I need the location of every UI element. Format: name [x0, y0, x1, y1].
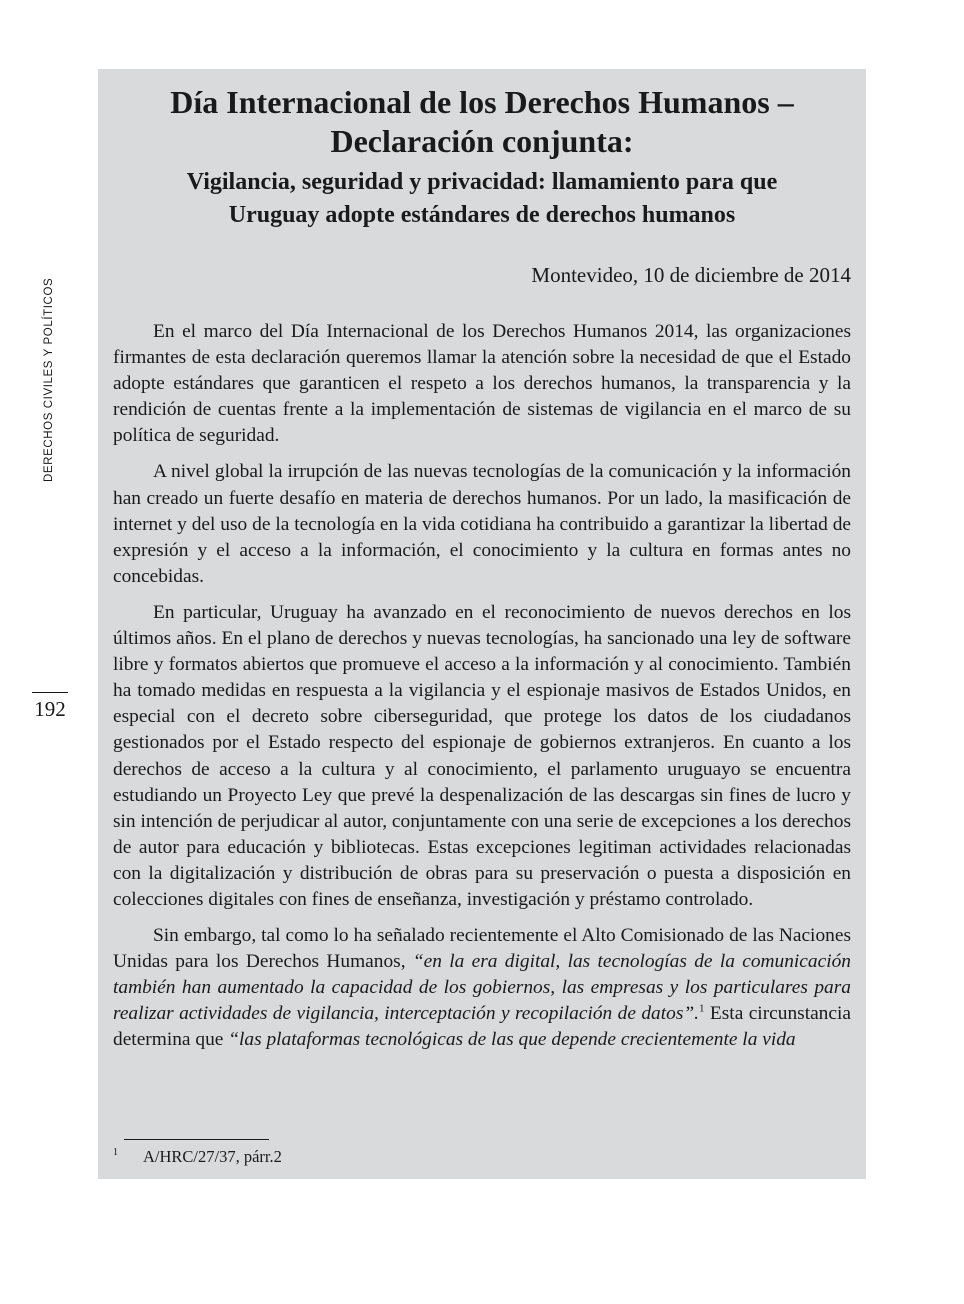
statement-box — [98, 69, 866, 1179]
paragraph: En particular, Uruguay ha avanzado en el reconocimiento de nuevos derechos en los últimos años. En el plano de derechos y nuevas tecnologías, ha sancionado una ley de software libre y formatos abiertos que promueve el acceso a la información y al conocimiento. También ha tomado medidas en respuesta a la vigilancia y el espionaje masivos de Estados Unidos, en especial con el decreto sobre ciberseguridad, que protege los datos de los ciudadanos gestionados por el Estado respecto del espionaje de gobiernos extranjeros. En cuanto a los derechos de acceso a la cultura y al conocimiento, el parlamento uruguayo se encuentra estudiando un Proyecto Ley que prevé la despenalización de las descargas sin fines de lucro y sin intención de perjudicar al autor, conjuntamente con una serie de excepciones a los derechos de autor para educación y bibliotecas. Estas excepciones legitiman actividades relacionadas con la digitalización y distribución de obras para su preservación o puesta a disposición en colecciones digitales con fines de enseñanza, investigación y préstamo controlado. — [113, 601, 851, 910]
title-line: Día Internacional de los Derechos Humanos – — [170, 84, 794, 120]
subtitle-line: Vigilancia, seguridad y privacidad: llamamiento para que — [186, 169, 778, 195]
footnote-text: A/HRC/27/37, párr.2 — [143, 1147, 282, 1166]
subtitle-line: Uruguay adopte estándares de derechos humanos — [228, 202, 736, 228]
quotation: “las plataformas tecnológicas de las que depende crecientemente la vida — [228, 1029, 796, 1051]
dateline: Montevideo, 10 de diciembre de 2014 — [531, 263, 851, 287]
paragraph — [113, 923, 851, 1053]
body-text — [113, 319, 851, 1064]
paragraph-text: Sin embargo, tal como lo ha señalado recientemente el Alto Comisionado de las Naciones Unidas para los Derechos Humanos, — [113, 925, 851, 973]
quotation: “en la era digital, las tecnologías de la comunicación también han aumentado la capacidad de los gobiernos, las empresas y los particulares para realizar actividades de vigilancia, interceptación y recopilación de datos”. — [113, 951, 851, 1025]
title-line: Declaración conjunta: — [330, 123, 634, 159]
paragraph: En el marco del Día Internacional de los Derechos Humanos 2014, las organizaciones firmantes de esta declaración queremos llamar la atención sobre la necesidad de que el Estado adopte estándares que garanticen el respeto a los derechos humanos, la transparencia y la rendición de cuentas frente a la implementación de sistemas de vigilancia en el marco de su política de seguridad. — [113, 321, 851, 447]
footnote — [113, 1147, 282, 1167]
page-title — [98, 83, 866, 161]
footnote-reference: 1 — [699, 1002, 705, 1015]
paragraph-text: Esta circunstancia determina que — [113, 1003, 851, 1051]
footnote-number: 1 — [113, 1147, 118, 1158]
page-number: 192 — [32, 692, 68, 722]
page-subtitle — [98, 166, 866, 232]
paragraph: A nivel global la irrupción de las nuevas tecnologías de la comunicación y la información han creado un fuerte desafío en materia de derechos humanos. Por un lado, la masificación de internet y del uso de la tecnología en la vida cotidiana ha contribuido a garantizar la libertad de expresión y el acceso a la información, el conocimiento y la cultura en formas antes no concebidas. — [113, 461, 851, 587]
running-section-label: DERECHOS CIVILES Y POLÍTICOS — [43, 277, 55, 482]
footnote-divider — [124, 1139, 269, 1140]
